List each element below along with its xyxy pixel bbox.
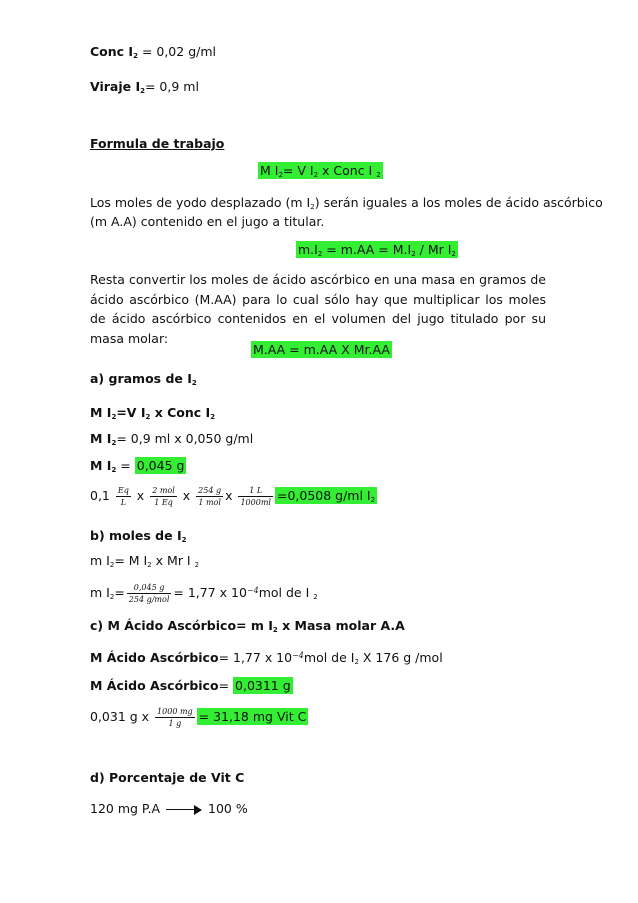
viraje-line: Viraje $I_2= 0,9$ ml <box>90 79 199 95</box>
c-line-1: M Ácido Ascórbico= 1,77 x $10^{-4}mol$ de $I_2$ X 176 g /mol <box>90 650 443 666</box>
a-line-4: 0,1 $\frac{Eq}{L}$ x $\frac{\text{2 mol}}{1 Eq}$ x $\frac{254 g}{\text{1 mol}}$ x $\frac{1 L}{1000ml}$ =0,0508 g/ml $I_2$ <box>90 486 376 507</box>
formula-2: $m.I_2 = m.AA = M.I_2 / Mr$ $I_2$ <box>298 242 456 258</box>
formula-3: M.AA = m.AA X Mr.AA <box>253 342 390 357</box>
paragraph-2: Resta convertir los moles de ácido ascórbico en una masa en gramos de ácido ascórbico (M.AA) para lo cual sólo hay que multiplicar los moles de ácido ascórbico contenidos en el volumen del jugo titulado por su masa molar: <box>90 272 546 346</box>
section-c-heading: c) M Ácido Ascórbico= m $I_2$ x Masa molar A.A <box>90 618 405 634</box>
a-line-2: M $I_2= 0,9$ ml x 0,050 g/ml <box>90 431 254 447</box>
a-line-3: M $I_2 = 0,045$ g <box>90 458 185 474</box>
d-line-1: 120 mg P.A 100 % <box>90 801 248 816</box>
formula-1: M $I_2= V$ $I_2$ x Conc I $_2$ <box>260 163 381 179</box>
c-line-2: M Ácido Ascórbico= 0,0311 g <box>90 678 291 693</box>
section-a-heading: a) gramos de $I_2$ <box>90 371 197 387</box>
paragraph-1-line-1: Los moles de yodo desplazado (m $I_2$) serán iguales a los moles de ácido ascórbico <box>90 195 603 211</box>
formula-heading: Formula de trabajo <box>90 136 225 151</box>
paragraph-1-line-2: (m A.A) contenido en el jugo a titular. <box>90 214 325 229</box>
b-line-2: m $I_2=$ $\frac{0,045 g}{\text{254 g/mol}}$ = 1,77 x $10^{-4}mol$ de I $_2$ <box>90 583 318 604</box>
conc-line: Conc $I_2 = 0,02$ g/ml <box>90 44 216 60</box>
section-d-heading: d) Porcentaje de Vit C <box>90 770 245 785</box>
b-line-1: m $I_2= M$ $I_2$ x Mr I $_2$ <box>90 553 200 569</box>
a-line-1: M $I_2=V$ $I_2$ x Conc $I_2$ <box>90 405 216 421</box>
right-arrow-icon <box>166 805 202 815</box>
section-b-heading: b) moles de $I_2$ <box>90 528 187 544</box>
c-line-3: 0,031 g x $\frac{1000 mg}{1 g}$ = 31,18 mg Vit C <box>90 707 307 728</box>
